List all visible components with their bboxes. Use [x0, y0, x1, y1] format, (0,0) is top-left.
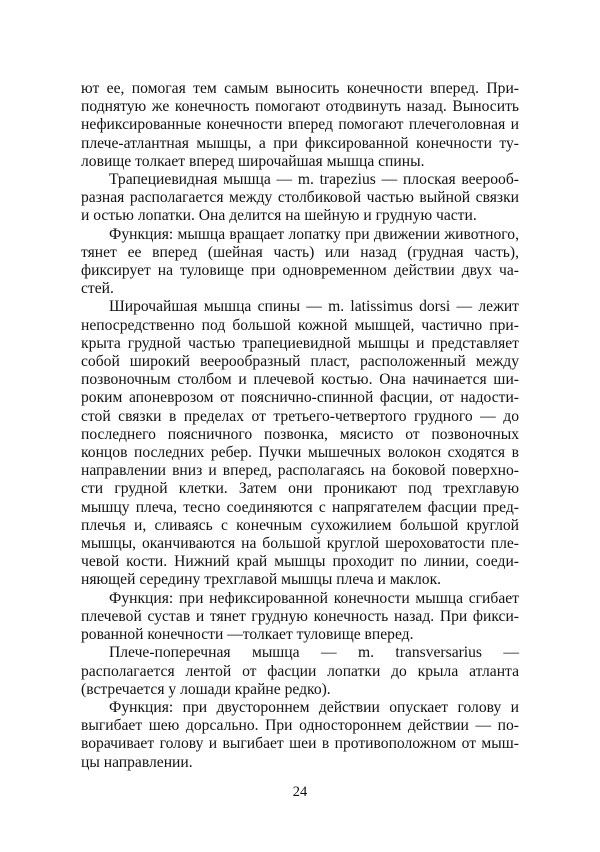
- paragraph-latissimus-function: Функция: при нефиксированной конечности мышца сгибает плечевой сустав и тянет грудную конечность назад. При фиксированной конечности —толкает туловище вперед.: [81, 589, 519, 644]
- paragraph-trapezius: Трапециевидная мышца — m. trapezius — плоская веерообразная располагается между столбиковой частью выйной связки и остью лопатки. Она делится на шейную и грудную части.: [81, 171, 519, 225]
- paragraph-latissimus-dorsi: Широчайшая мышца спины — m. latissimus dorsi — лежит непосредственно под большой кожной мышцей, частично прикрыта грудной частью трапециевидной мышцы и представляет собой широкий веерообразный пласт, расположенный между позвоночным столбом и плечевой костью. Она начинается широким апоневрозом от пояснично-спинной фасции, от надостистой связки в пределах от третьего-четвертого грудного — до последнего поясничного позвонка, мясисто от позвоночных концов последних ребер. Пучки мышечных волокон сходятся в направлении вниз и вперед, располагаясь на боковой поверхности грудной клетки. Затем они проникают под трехглавую мышцу плеча, тесно соединяются с напрягателем фасции предплечья и, сливаясь с конечным сухожилием большой круглой мышцы, оканчиваются на большой круглой шероховатости плечевой кости. Нижний край мышцы проходит по линии, соединяющей середину трехглавой мышцы плеча и маклок.: [81, 298, 519, 589]
- paragraph-trapezius-function: Функция: мышца вращает лопатку при движении животного, тянет ее вперед (шейная часть) или назад (грудная часть), фиксирует на туловище при одновременном действии двух частей.: [81, 225, 519, 298]
- paragraph-transversarius: Плече-поперечная мышца — m. transversarius — располагается лентой от фасции лопатки до крыла атланта (встречается у лошади крайне редко).: [81, 644, 519, 698]
- page-number: 24: [292, 784, 308, 800]
- paragraph-transversarius-function: Функция: при двустороннем действии опускает голову и выгибает шею дорсально. При одностороннем действии — поворачивает голову и выгибает шеи в противоположном от мышцы направлении.: [81, 698, 519, 771]
- page-body: [81, 80, 519, 772]
- paragraph-continuation: ют ее, помогая тем самым выносить конечности вперед. Приподнятую же конечность помогают отодвинуть назад. Выносить нефиксированные конечности вперед помогают плечеголовная и плече-атлантная мышцы, а при фиксированной конечности туловище толкает вперед широчайшая мышца спины.: [81, 80, 519, 170]
